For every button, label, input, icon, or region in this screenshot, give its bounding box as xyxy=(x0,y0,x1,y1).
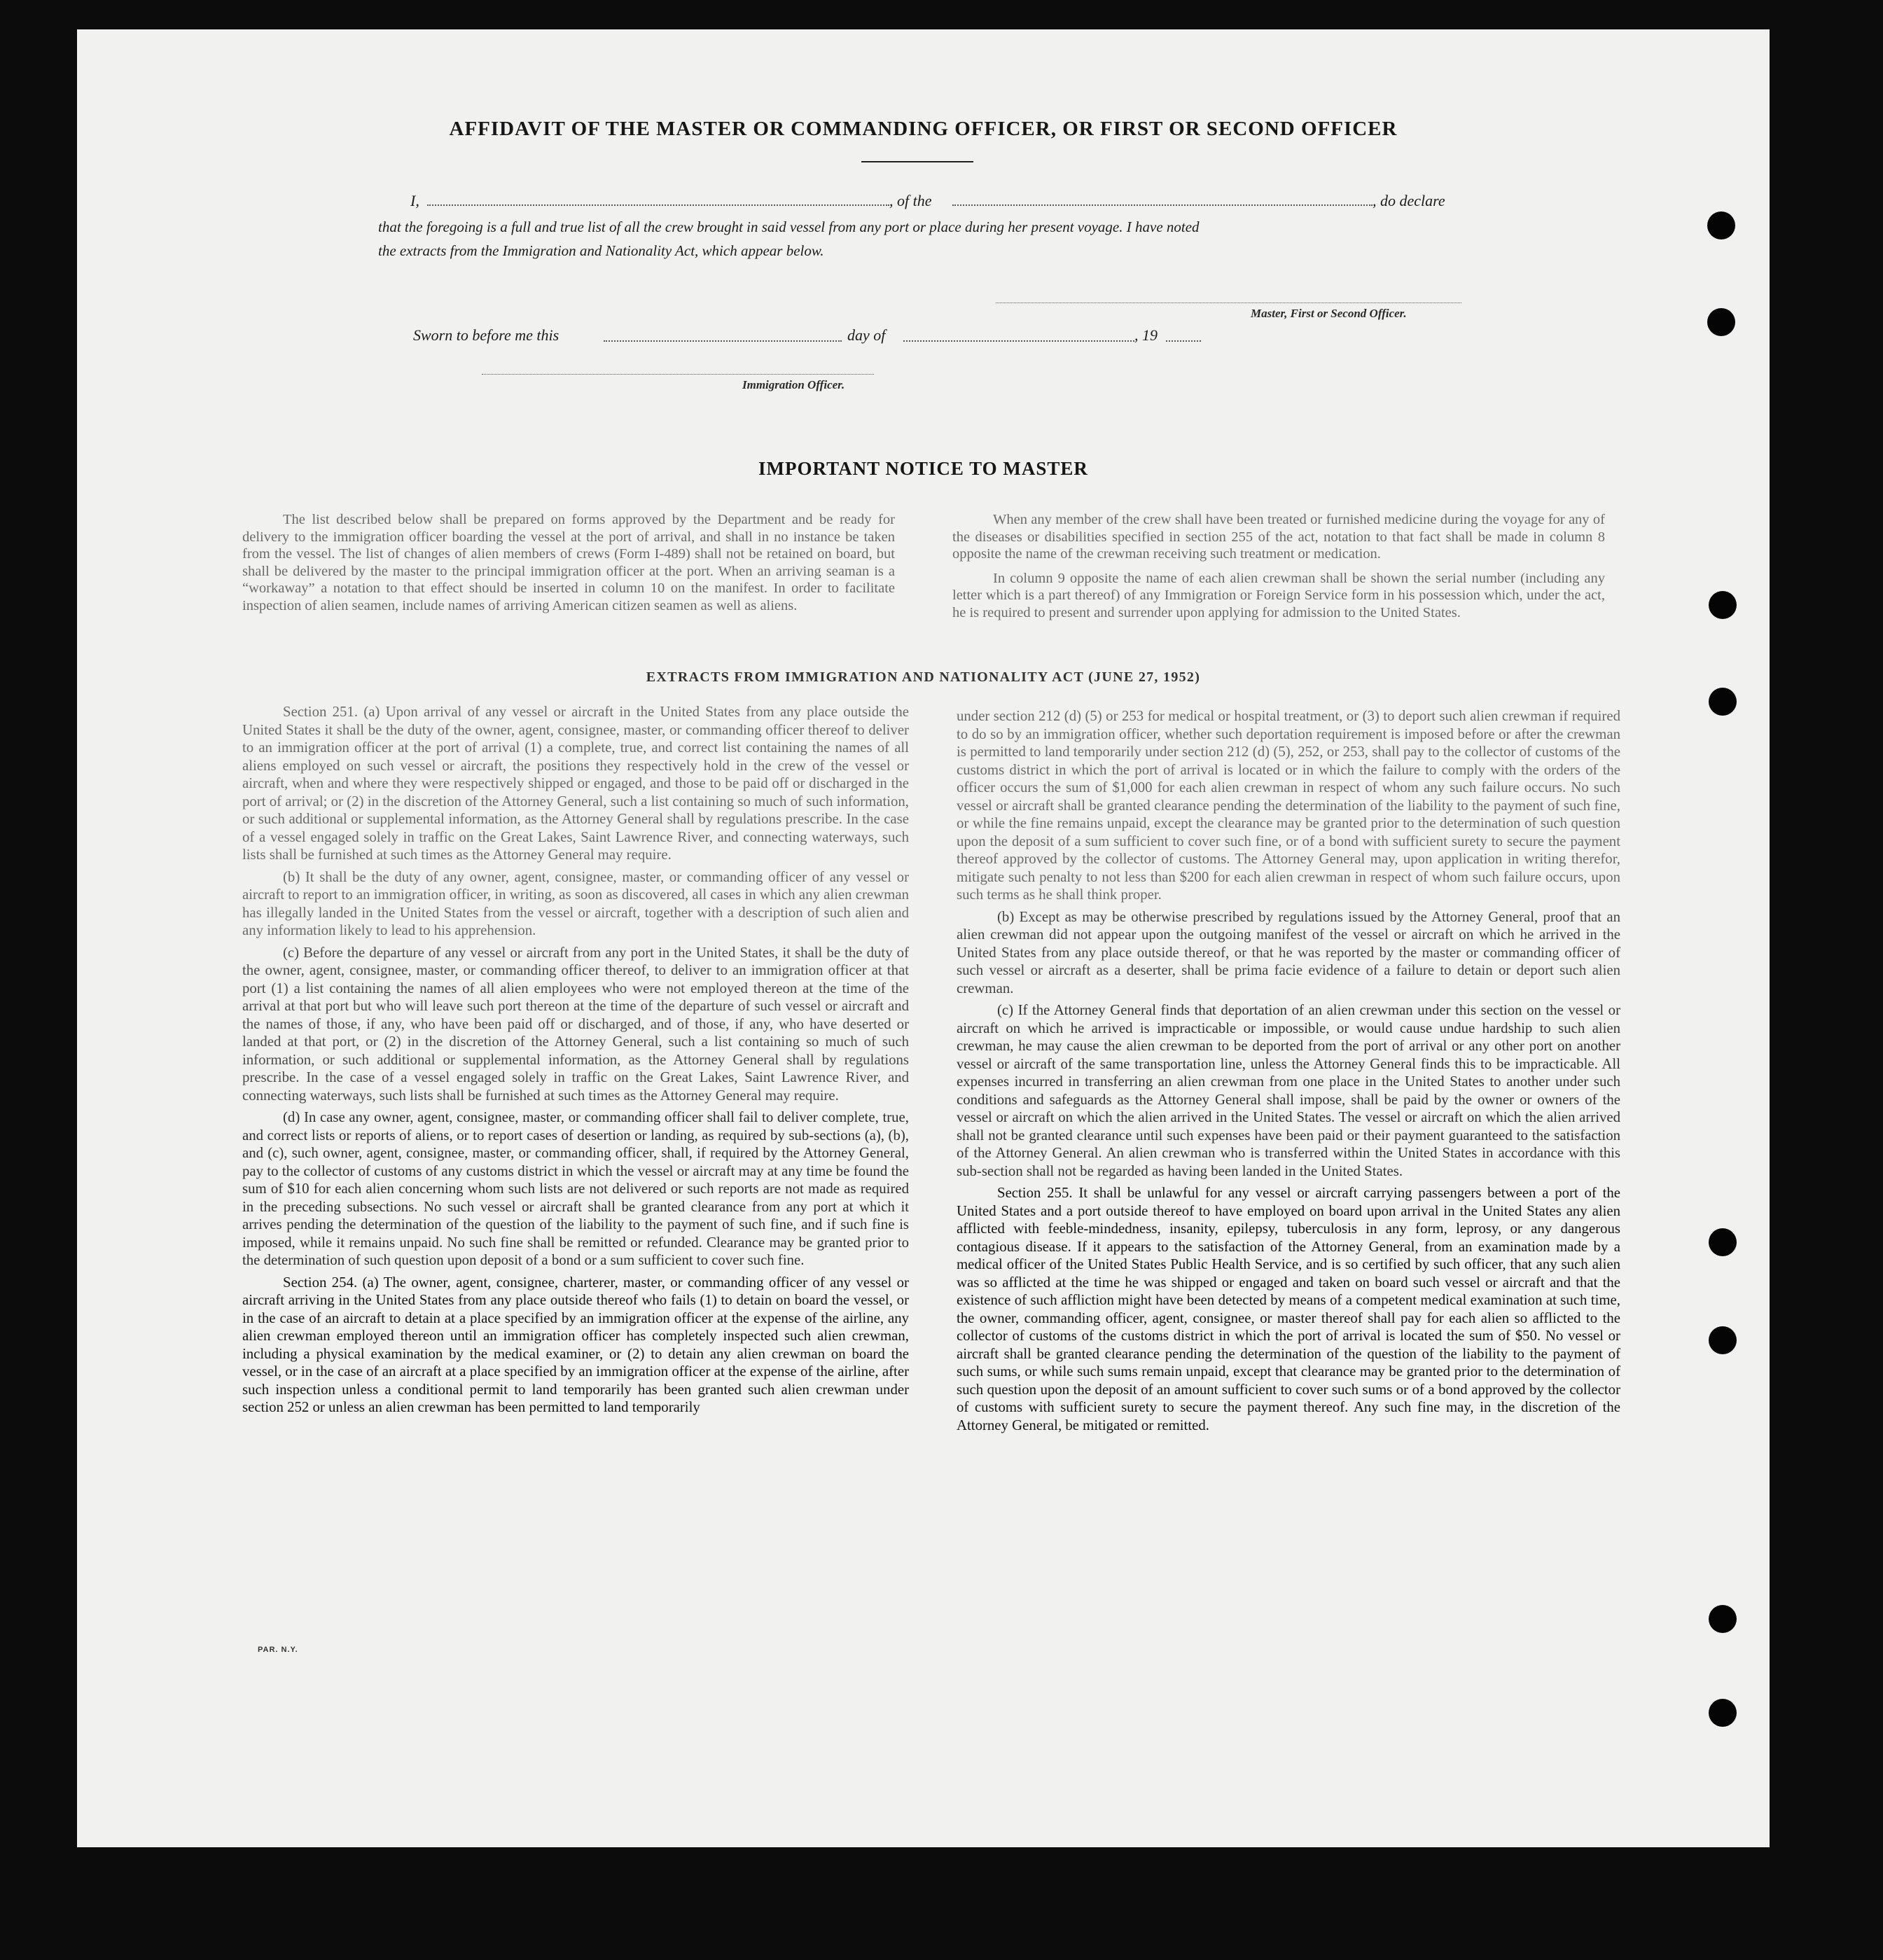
punch-hole xyxy=(1709,1699,1737,1727)
document-page xyxy=(77,29,1770,1847)
printer-mark: PAR. N.Y. xyxy=(258,1646,298,1654)
year-label: , 19 xyxy=(1134,326,1158,344)
title-underline xyxy=(861,161,973,162)
officer-signature-label: Immigration Officer. xyxy=(742,378,845,391)
notice-title: IMPORTANT NOTICE TO MASTER xyxy=(758,458,1088,479)
notice-paragraph: In column 9 opposite the name of each alien crewman shall be shown the serial number (including any letter which is a part thereof) of any Immigration or Foreign Service form in his possession which, under the act, he is required to present and surrender upon applying for admission to the United States. xyxy=(952,570,1605,620)
section-254c: (c) If the Attorney General finds that deportation of an alien crewman under this section on the vessel or aircraft on which he arrived is impracticable or impossible, or would cause undue hardship to such alien crewman, he may cause the alien crewman to be deported from the port of arrival or any other port on another vessel or aircraft of the same transportation line, unless the Attorney General finds this to be impracticable. All expenses incurred in transferring an alien crewman from one place in the United States to another under such conditions and safeguards as the Attorney General shall impose, shall be paid by the owner or owners of the vessel or aircraft on which the alien arrived in the United States. The vessel or aircraft on which the alien arrived shall not be granted clearance until such expenses have been paid or their payment guaranteed to the satisfaction of the Attorney General. An alien crewman who is transferred within the United States in accordance with this sub-section shall not be regarded as having been landed in the United States. xyxy=(957,1002,1620,1179)
affidavit-statement-cont: the extracts from the Immigration and Nationality Act, which appear below. xyxy=(378,242,824,259)
sworn-day-field[interactable] xyxy=(604,340,842,342)
extracts-right-column xyxy=(957,707,1620,1434)
day-of-label: day of xyxy=(847,326,886,344)
punch-hole xyxy=(1707,308,1735,336)
affidavit-title: AFFIDAVIT OF THE MASTER OR COMMANDING OFFICER, OR FIRST OR SECOND OFFICER xyxy=(449,118,1398,140)
affidavit-statement: that the foregoing is a full and true list of all the crew brought in said vessel from any port or place during her present voyage. I have noted xyxy=(378,218,1200,235)
section-254b: (b) Except as may be otherwise prescribed by regulations issued by the Attorney General, proof that an alien crewman did not appear upon the outgoing manifest of the vessel or aircraft on which he arrived in the United States from any place outside thereof, or that he was reported by the master or commanding officer of such vessel or aircraft as a deserter, shall be prima facie evidence of a failure to detain or deport such alien crewman. xyxy=(957,908,1620,996)
notice-paragraph: When any member of the crew shall have been treated or furnished medicine during the voyage for any of the diseases or disabilities specified in section 255 of the act, notation to that fact shall be made in column 8 opposite the name of the crewman receiving such treatment or medication. xyxy=(952,512,1605,562)
punch-hole xyxy=(1709,1326,1737,1354)
vessel-label: , of the xyxy=(889,192,932,209)
declarant-label: I, xyxy=(410,192,419,209)
section-255: Section 255. It shall be unlawful for any vessel or aircraft carrying passengers between a port of the United States and a port outside thereof to have employed on board upon arrival in the United States any alien afflicted with feeble-mindedness, insanity, epilepsy, tuberculosis in any form, leprosy, or any dangerous contagious disease. If it appears to the satisfaction of the Attorney General, from an examination made by a medical officer of the United States Public Health Service, and is so certified by such officer, that any such alien was so afflicted at the time he was shipped or engaged and taken on board such vessel or aircraft and that the existence of such affliction might have been detected by means of a competent medical examination at such time, the owner, commanding officer, agent, consignee, or master thereof shall pay for each alien so afflicted to the collector of customs of the customs district in which the port of arrival is located the sum of $50. No vessel or aircraft shall be granted clearance pending the determination of the question of the liability to the payment of such sums, or while such sums remain unpaid, except that clearance may be granted prior to the determination of such question upon the deposit of an amount sufficient to cover such sums or of a bond approved by the collector of customs with sufficient surety to secure the payment thereof. Any such fine may, in the discretion of the Attorney General, be mitigated or remitted. xyxy=(957,1185,1620,1433)
section-254a: Section 254. (a) The owner, agent, consignee, charterer, master, or commanding officer of any vessel or aircraft arriving in the United States from any place outside thereof who fails (1) to detain on board the vessel, or in the case of an aircraft to detain at a place specified by an immigration officer at the expense of the airline, any alien crewman employed thereon until an immigration officer has completely inspected such alien crewman, including a physical examination by the medical examiner, or (2) to detain any alien crewman on board the vessel, or in the case of an aircraft at a place specified by an immigration officer at the expense of the airline, after such inspection unless a conditional permit to land temporarily has been granted such alien crewman under section 252 or unless an alien crewman has been permitted to land temporarily xyxy=(242,1274,909,1415)
punch-hole xyxy=(1707,211,1735,239)
section-251b: (b) It shall be the duty of any owner, agent, consignee, master, or commanding officer of any vessel or aircraft to report to an immigration officer, in writing, as soon as discovered, all cases in which any alien crewman has illegally landed in the United States from the vessel or aircraft, together with a description of such alien and any information likely to lead to his apprehension. xyxy=(242,868,909,938)
section-251a: Section 251. (a) Upon arrival of any vessel or aircraft in the United States from any place outside the United States it shall be the duty of the owner, agent, consignee, master, or commanding officer thereof to deliver to an immigration officer at the port of arrival (1) a complete, true, and correct list containing the names of all aliens employed on such vessel or aircraft, the positions they respectively hold in the crew of the vessel or aircraft, when and where they were respectively shipped or engaged, and those to be paid off or discharged in the port of arrival; or (2) in the discretion of the Attorney General, such a list containing so much of such information, or such additional or supplemental information, as the Attorney General shall by regulations prescribe. In the case of a vessel engaged solely in traffic on the Great Lakes, Saint Lawrence River, and connecting waterways, such lists shall be furnished at such times as the Attorney General may require. xyxy=(242,704,909,863)
section-254a-continued: under section 212 (d) (5) or 253 for medical or hospital treatment, or (3) to deport such alien crewman if required to do so by an immigration officer, whether such deportation requirement is imposed before or after the crewman is permitted to land temporarily under section 212 (d) (5), 252, or 253, shall pay to the collector of customs of the customs district in which the port of arrival is located or in which the failure to comply with the orders of the officer occurs the sum of $1,000 for each alien crewman in respect of whom any such failure occurs. No such vessel or aircraft shall be granted clearance pending the determination of the liability to the payment of such fine, or while the fine remains unpaid, except the clearance may be granted prior to the determination of such question upon the deposit of a sum sufficient to cover such fine, or of a bond with sufficient surety to secure the payment thereof approved by the collector of customs. The Attorney General may, upon application in writing therefor, mitigate such penalty to not less than $200 for each alien crewman in respect of whom such failure occurs, upon such terms as he shall think proper. xyxy=(957,708,1620,903)
punch-hole xyxy=(1709,1605,1737,1633)
punch-hole xyxy=(1709,688,1737,716)
notice-right-column xyxy=(952,511,1605,622)
declarant-name-field[interactable] xyxy=(427,204,889,206)
declare-label: , do declare xyxy=(1373,192,1445,209)
notice-left-column xyxy=(242,511,895,615)
extracts-left-column xyxy=(242,703,909,1417)
section-251c: (c) Before the departure of any vessel or aircraft from any port in the United States, it shall be the duty of the owner, agent, consignee, master, or commanding officer thereof, to deliver to an immigration officer at that port (1) a list containing the names of all alien employees who were not employed thereon at the time of the arrival at that port but who will leave such port thereon at the time of the departure of such vessel or aircraft and the names of those, if any, who have been paid off or discharged, and of those, if any, who have deserted or landed at that port, or (2) in the discretion of the Attorney General, such a list containing so much of such information, or such additional or supplemental information, as the Attorney General shall by regulations prescribe. In the case of a vessel engaged solely in traffic on the Great Lakes, Saint Lawrence River, and connecting waterways, such lists shall be furnished at such times as the Attorney General may require. xyxy=(242,944,909,1104)
punch-hole xyxy=(1709,591,1737,619)
sworn-month-field[interactable] xyxy=(903,340,1134,342)
extracts-title: EXTRACTS FROM IMMIGRATION AND NATIONALITY ACT (JUNE 27, 1952) xyxy=(646,669,1201,685)
section-251d: (d) In case any owner, agent, consignee, master, or commanding officer shall fail to deliver complete, true, and correct lists or reports of aliens, or to report cases of desertion or landing, as required by sub-sections (a), (b), and (c), such owner, agent, consignee, master, or commanding officer, shall, if required by the Attorney General, pay to the collector of customs of any customs district in which the vessel or aircraft may at any time be found the sum of $10 for each alien concerning whom such lists are not delivered or such reports are not made as required in the preceding subsections. No such vessel or aircraft shall be granted clearance from any port at which it arrives pending the determination of the question of the liability to the payment of such fine, and if such fine is imposed, while it remains unpaid. No such fine shall be remitted or refunded. Clearance may be granted prior to the determination of such question upon deposit of a bond or a sum sufficient to cover such fine. xyxy=(242,1109,909,1268)
notice-paragraph: The list described below shall be prepared on forms approved by the Department and be ready for delivery to the immigration officer boarding the vessel at the port of arrival, and shall in no instance be taken from the vessel. The list of changes of alien members of crews (Form I-489) shall not be retained on board, but shall be delivered by the master to the principal immigration officer at the port. When an arriving seaman is a “workaway” a notation to that effect should be inserted in column 10 on the manifest. In order to facilitate inspection of alien seamen, include names of arriving American citizen seamen as well as aliens. xyxy=(242,512,895,613)
master-signature-label: Master, First or Second Officer. xyxy=(1251,307,1407,320)
officer-signature-field[interactable] xyxy=(482,374,874,375)
vessel-name-field[interactable] xyxy=(952,204,1373,206)
punch-hole xyxy=(1709,1228,1737,1256)
sworn-year-field[interactable] xyxy=(1166,340,1201,342)
sworn-label: Sworn to before me this xyxy=(413,326,560,344)
